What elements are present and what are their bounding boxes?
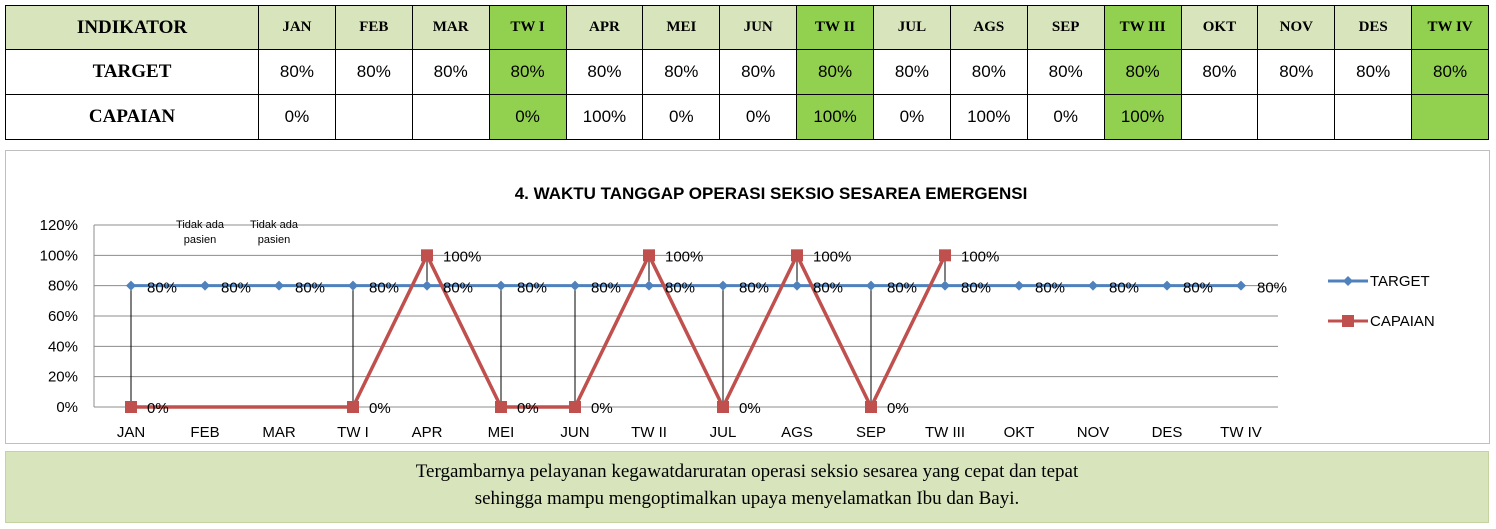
target-point	[1014, 281, 1024, 291]
x-tick-label: APR	[411, 424, 443, 441]
y-tick-label: 20%	[47, 368, 78, 386]
capaian-point	[125, 401, 137, 413]
x-tick-label: JUN	[560, 424, 590, 441]
header-jun: JUN	[720, 6, 797, 50]
x-tick-label: NOV	[1076, 424, 1110, 441]
target-data-label: 80%	[739, 279, 770, 297]
table-cell: 0%	[259, 95, 336, 140]
table-cell: 100%	[950, 95, 1027, 140]
legend-marker	[1342, 315, 1354, 327]
table-cell	[335, 95, 412, 140]
capaian-data-label: 100%	[443, 248, 482, 266]
capaian-point	[421, 249, 433, 261]
x-tick-label: AGS	[781, 424, 813, 441]
table-cell	[412, 95, 489, 140]
header-tw-iv: TW IV	[1412, 6, 1489, 50]
capaian-point	[347, 401, 359, 413]
legend-label: CAPAIAN	[1370, 313, 1435, 330]
header-apr: APR	[566, 6, 643, 50]
row-label: TARGET	[6, 50, 259, 95]
y-tick-label: 0%	[56, 399, 78, 416]
target-point	[570, 281, 580, 291]
target-point	[940, 281, 950, 291]
annotation-text: pasien	[257, 234, 291, 246]
target-data-label: 80%	[443, 279, 474, 297]
table-row	[6, 50, 1489, 95]
table-cell: 80%	[874, 50, 951, 95]
capaian-data-label: 100%	[813, 248, 852, 266]
table-cell: 80%	[1104, 50, 1181, 95]
capaian-point	[865, 401, 877, 413]
table-cell: 80%	[1412, 50, 1489, 95]
target-data-label: 80%	[295, 279, 326, 297]
annotation-text: pasien	[183, 234, 217, 246]
header-des: DES	[1335, 6, 1412, 50]
capaian-point	[495, 401, 507, 413]
header-sep: SEP	[1027, 6, 1104, 50]
table-cell	[1412, 95, 1489, 140]
x-tick-label: TW I	[337, 424, 369, 441]
table-cell: 0%	[874, 95, 951, 140]
capaian-point	[791, 249, 803, 261]
capaian-data-label: 0%	[517, 400, 539, 417]
table-cell: 80%	[797, 50, 874, 95]
target-point	[274, 281, 284, 291]
line-chart	[6, 151, 1489, 443]
header-tw-ii: TW II	[797, 6, 874, 50]
y-tick-label: 80%	[47, 277, 78, 295]
target-data-label: 80%	[887, 279, 918, 297]
table-cell: 100%	[566, 95, 643, 140]
table-cell: 80%	[412, 50, 489, 95]
target-data-label: 80%	[1109, 279, 1140, 297]
target-point	[792, 281, 802, 291]
target-data-label: 80%	[1257, 279, 1288, 297]
header-ags: AGS	[950, 6, 1027, 50]
chart-title: 4. WAKTU TANGGAP OPERASI SEKSIO SESAREA EMERGENSI	[514, 184, 1028, 203]
x-tick-label: TW II	[631, 424, 667, 441]
x-tick-label: SEP	[855, 424, 887, 441]
header-tw-i: TW I	[489, 6, 566, 50]
target-data-label: 80%	[591, 279, 622, 297]
annotation-text: Tidak ada	[250, 219, 298, 231]
note-line-1: Tergambarnya pelayanan kegawatdaruratan operasi seksio sesarea yang cepat dan tepat	[415, 461, 1079, 482]
table-cell: 0%	[1027, 95, 1104, 140]
target-data-label: 80%	[665, 279, 696, 297]
x-tick-label: MEI	[487, 424, 515, 441]
header-indikator: INDIKATOR	[6, 6, 259, 50]
table-cell	[1181, 95, 1258, 140]
x-tick-label: JUL	[709, 424, 737, 441]
table-cell: 80%	[259, 50, 336, 95]
target-data-label: 80%	[369, 279, 400, 297]
legend-label: TARGET	[1370, 273, 1430, 290]
y-tick-label: 40%	[47, 338, 78, 356]
capaian-data-label: 0%	[369, 400, 391, 417]
target-data-label: 80%	[961, 279, 992, 297]
target-data-label: 80%	[813, 279, 844, 297]
table-cell	[1335, 95, 1412, 140]
target-data-label: 80%	[147, 279, 178, 297]
header-mar: MAR	[412, 6, 489, 50]
target-data-label: 80%	[221, 279, 252, 297]
table-cell: 80%	[489, 50, 566, 95]
chart-area	[5, 150, 1490, 444]
x-tick-label: TW III	[925, 424, 965, 441]
table-cell: 80%	[1027, 50, 1104, 95]
table-cell: 80%	[643, 50, 720, 95]
table-cell: 100%	[797, 95, 874, 140]
target-point	[1162, 281, 1172, 291]
target-point	[718, 281, 728, 291]
target-point	[126, 281, 136, 291]
table-cell: 80%	[335, 50, 412, 95]
header-tw-iii: TW III	[1104, 6, 1181, 50]
capaian-point	[569, 401, 581, 413]
indicator-table	[5, 5, 1489, 140]
table-cell: 80%	[1335, 50, 1412, 95]
table-cell: 80%	[1258, 50, 1335, 95]
target-point	[422, 281, 432, 291]
target-data-label: 80%	[517, 279, 548, 297]
conclusion-note	[5, 451, 1489, 523]
capaian-data-label: 0%	[887, 400, 909, 417]
target-point	[496, 281, 506, 291]
table-cell: 80%	[1181, 50, 1258, 95]
target-point	[1088, 281, 1098, 291]
header-okt: OKT	[1181, 6, 1258, 50]
table-cell: 80%	[950, 50, 1027, 95]
y-tick-label: 120%	[39, 217, 78, 234]
header-mei: MEI	[643, 6, 720, 50]
target-point	[200, 281, 210, 291]
capaian-data-label: 100%	[665, 248, 704, 266]
capaian-series-line	[131, 255, 945, 407]
table-cell: 80%	[720, 50, 797, 95]
header-jul: JUL	[874, 6, 951, 50]
y-tick-label: 100%	[39, 247, 78, 265]
header-nov: NOV	[1258, 6, 1335, 50]
header-jan: JAN	[259, 6, 336, 50]
annotation-text: Tidak ada	[176, 219, 224, 231]
capaian-data-label: 0%	[739, 400, 761, 417]
capaian-data-label: 0%	[591, 400, 613, 417]
note-line-2: sehingga mampu mengoptimalkan upaya menyelamatkan Ibu dan Bayi.	[474, 488, 1020, 509]
target-point	[644, 281, 654, 291]
target-point	[348, 281, 358, 291]
capaian-data-label: 100%	[961, 248, 1000, 266]
table-cell: 80%	[566, 50, 643, 95]
table-cell: 0%	[720, 95, 797, 140]
legend-marker	[1343, 276, 1353, 286]
x-tick-label: OKT	[1003, 424, 1035, 441]
table-row	[6, 95, 1489, 140]
target-data-label: 80%	[1035, 279, 1066, 297]
capaian-point	[717, 401, 729, 413]
table-cell	[1258, 95, 1335, 140]
x-tick-label: MAR	[262, 424, 296, 441]
capaian-point	[939, 249, 951, 261]
y-tick-label: 60%	[47, 308, 78, 325]
x-tick-label: DES	[1151, 424, 1183, 441]
x-tick-label: FEB	[190, 424, 220, 441]
capaian-point	[643, 249, 655, 261]
target-point	[1236, 281, 1246, 291]
table-cell: 0%	[643, 95, 720, 140]
table-cell: 0%	[489, 95, 566, 140]
header-feb: FEB	[335, 6, 412, 50]
table-cell: 100%	[1104, 95, 1181, 140]
x-tick-label: TW IV	[1220, 424, 1262, 441]
row-label: CAPAIAN	[6, 95, 259, 140]
x-tick-label: JAN	[116, 424, 146, 441]
target-data-label: 80%	[1183, 279, 1214, 297]
capaian-data-label: 0%	[147, 400, 169, 417]
target-point	[866, 281, 876, 291]
